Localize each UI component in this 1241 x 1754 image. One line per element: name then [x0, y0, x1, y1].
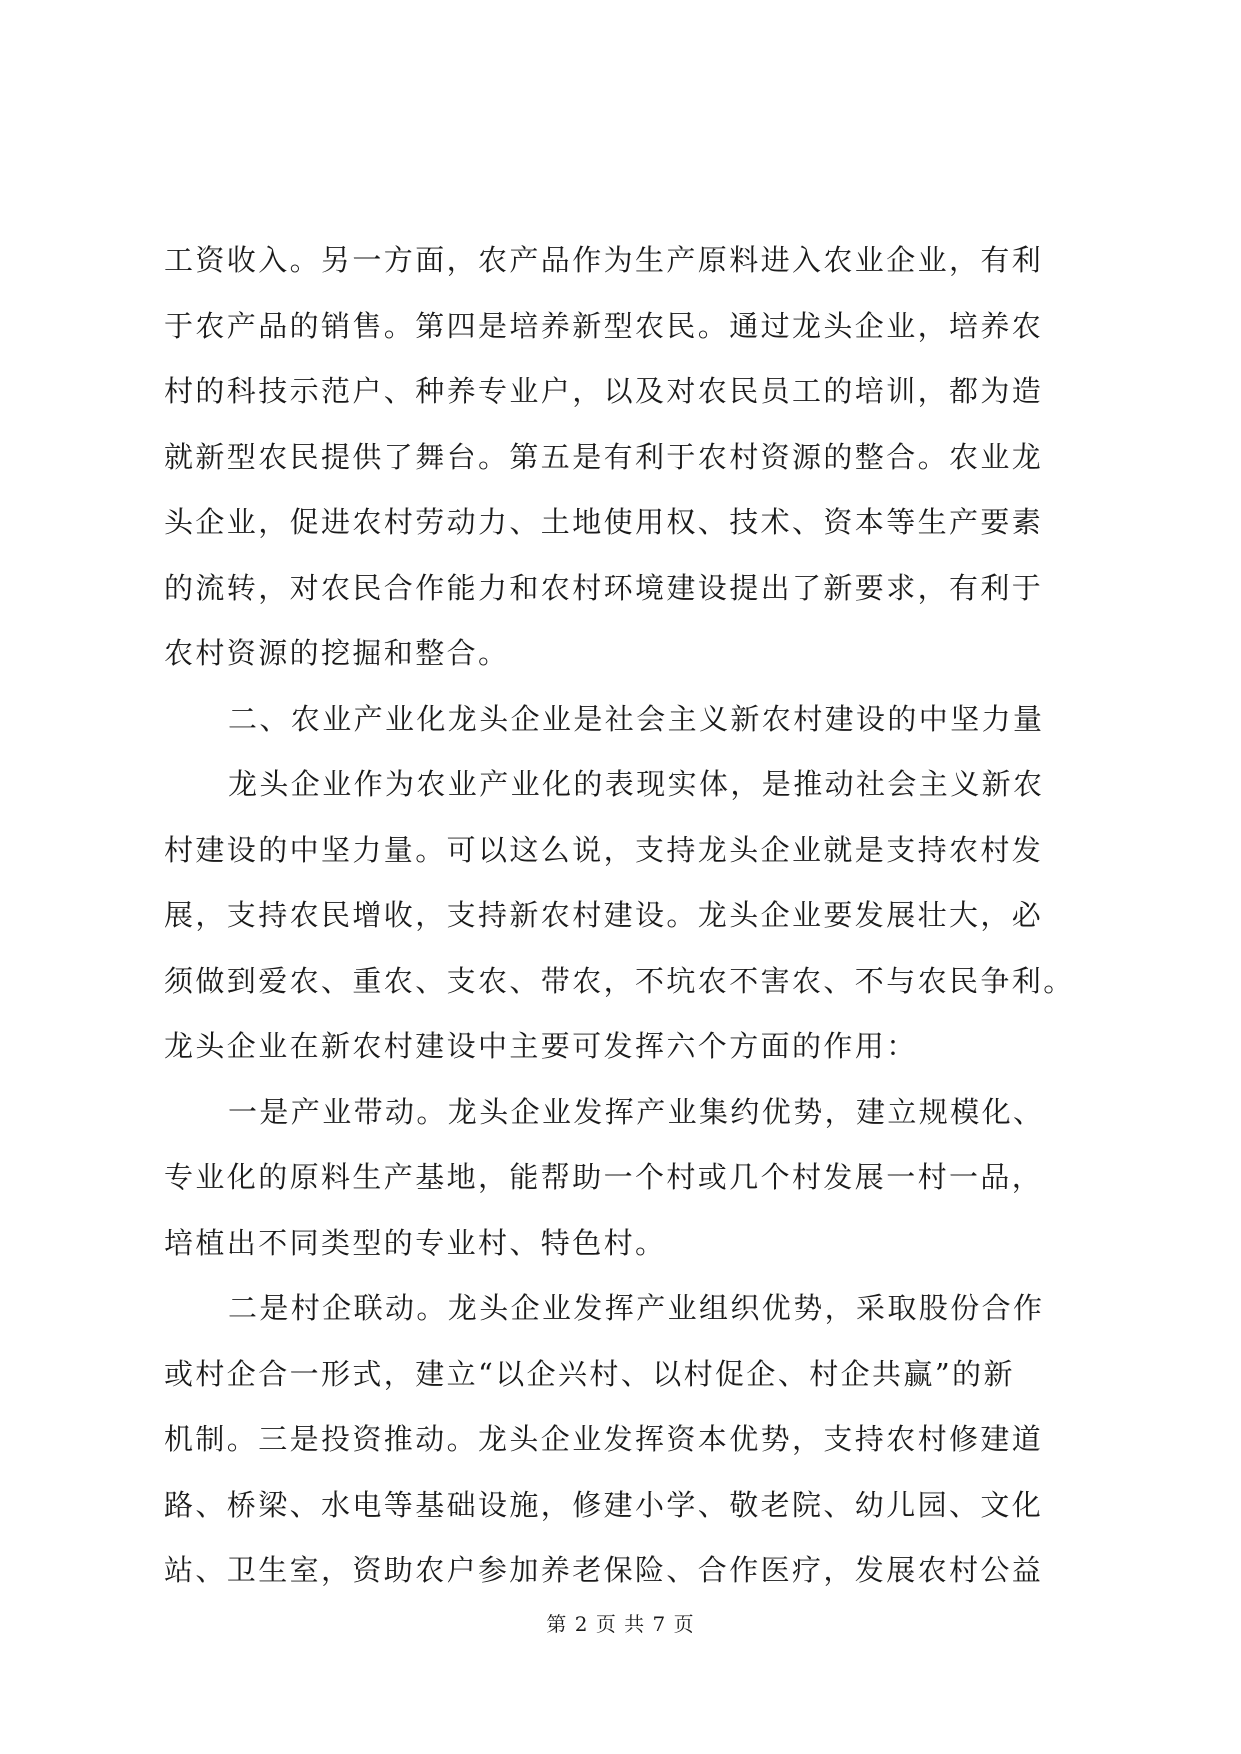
text-line: 龙头企业作为农业产业化的表现实体，是推动社会主义新农	[228, 767, 1045, 801]
text-line: 培植出不同类型的专业村、特色村。	[164, 1225, 667, 1260]
text-line: 展，支持农民增收，支持新农村建设。龙头企业要发展壮大，必	[164, 898, 1044, 932]
text-line: 于农产品的销售。第四是培养新型农民。通过龙头企业，培养农	[164, 308, 1044, 343]
document-body	[164, 228, 1076, 1604]
text-line: 路、桥梁、水电等基础设施，修建小学、敬老院、幼儿园、文化	[164, 1487, 1044, 1522]
section-heading: 二、农业产业化龙头企业是社会主义新农村建设的中坚力量	[228, 701, 1045, 736]
text-line: 的流转，对农民合作能力和农村环境建设提出了新要求，有利于	[164, 570, 1044, 605]
text-line: 龙头企业在新农村建设中主要可发挥六个方面的作用：	[164, 1029, 918, 1063]
text-line: 就新型农民提供了舞台。第五是有利于农村资源的整合。农业龙	[164, 439, 1044, 474]
text-line: 须做到爱农、重农、支农、带农，不坑农不害农、不与农民争利。	[164, 963, 1075, 998]
text-line: 站、卫生室，资助农户参加养老保险、合作医疗，发展农村公益	[164, 1553, 1044, 1587]
text-line: 工资收入。另一方面，农产品作为生产原料进入农业企业，有利	[164, 243, 1044, 277]
text-line: 村建设的中坚力量。可以这么说，支持龙头企业就是支持农村发	[164, 832, 1044, 867]
text-line: 二是村企联动。龙头企业发挥产业组织优势，采取股份合作	[228, 1291, 1045, 1325]
text-line: 专业化的原料生产基地，能帮助一个村或几个村发展一村一品，	[164, 1160, 1044, 1194]
text-line: 农村资源的挖掘和整合。	[164, 636, 510, 670]
text-line: 头企业，促进农村劳动力、土地使用权、技术、资本等生产要素	[164, 505, 1044, 539]
text-line: 村的科技示范户、种养专业户，以及对农民员工的培训，都为造	[164, 374, 1044, 408]
text-line: 或村企合一形式，建立“以企兴村、以村促企、村企共赢”的新	[164, 1356, 1015, 1391]
text-line: 机制。三是投资推动。龙头企业发挥资本优势，支持农村修建道	[164, 1422, 1044, 1456]
text-line: 一是产业带动。龙头企业发挥产业集约优势，建立规模化、	[228, 1094, 1045, 1129]
page-number-footer: 第 2 页 共 7 页	[546, 1612, 695, 1636]
